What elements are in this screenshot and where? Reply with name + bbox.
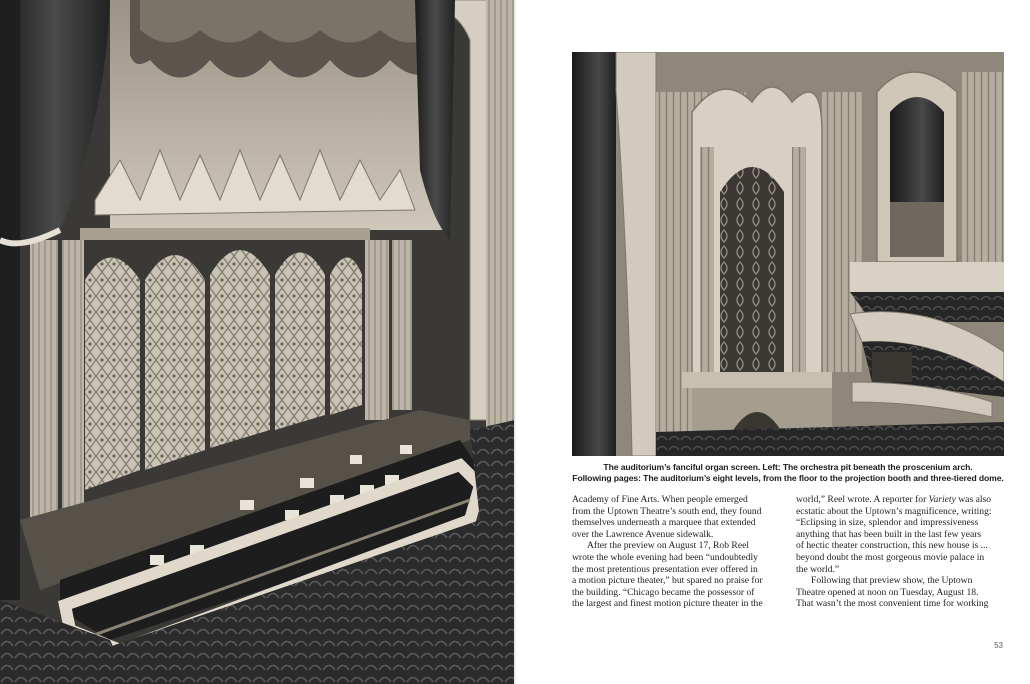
right-page bbox=[516, 0, 1030, 684]
text-column-1 bbox=[572, 494, 780, 610]
text-line: world,” Reel wrote. A reporter for Variety was also bbox=[796, 494, 992, 505]
text-line: beyond doubt the most gorgeous movie palace in bbox=[796, 551, 985, 563]
caption-line-2: Following pages: The auditorium’s eight levels, from the floor to the projection booth and three-tiered dome. bbox=[572, 473, 1004, 483]
text-line: the world.” bbox=[796, 563, 840, 575]
text-line: the largest and finest motion picture theater in the bbox=[572, 598, 763, 610]
text-line: the most pretentious presentation ever offered in bbox=[572, 563, 758, 575]
page-number: 53 bbox=[994, 641, 1003, 650]
text-line: After the preview on August 17, Rob Reel bbox=[587, 540, 749, 552]
text-line: That wasn’t the most convenient time for working bbox=[796, 598, 989, 610]
text-line: anything that has been built in the last few years bbox=[796, 528, 982, 540]
text-line: themselves underneath a marquee that extended bbox=[572, 517, 756, 529]
caption-line-1: The auditorium’s fanciful organ screen. Left: The orchestra pit beneath the proscenium arch. bbox=[603, 462, 973, 472]
photo-caption bbox=[572, 462, 1004, 484]
text-line: ecstatic about the Uptown’s magnificence, writing: bbox=[796, 505, 992, 517]
text-line: Theatre opened at noon on Tuesday, August 18. bbox=[796, 586, 979, 598]
text-line: the building. “Chicago became the possessor of bbox=[572, 586, 755, 598]
text-line: of hectic theater construction, this new house is ... bbox=[796, 540, 988, 552]
text-line: Following that preview show, the Uptown bbox=[811, 575, 973, 587]
text-column-2 bbox=[796, 494, 1004, 610]
organ-screen-photo bbox=[572, 52, 1004, 456]
organ-screen-illustration bbox=[572, 52, 1004, 456]
text-line: from the Uptown Theatre’s south end, they found bbox=[572, 505, 762, 517]
text-line: “Eclipsing in size, splendor and impressiveness bbox=[796, 517, 979, 529]
text-line: wrote the whole evening had been “undoubtedly bbox=[572, 551, 758, 563]
text-line: over the Lawrence Avenue sidewalk. bbox=[572, 528, 714, 540]
text-line: Academy of Fine Arts. When people emerged bbox=[572, 494, 748, 505]
text-line: a motion picture theater,” but spared no praise for bbox=[572, 575, 763, 587]
